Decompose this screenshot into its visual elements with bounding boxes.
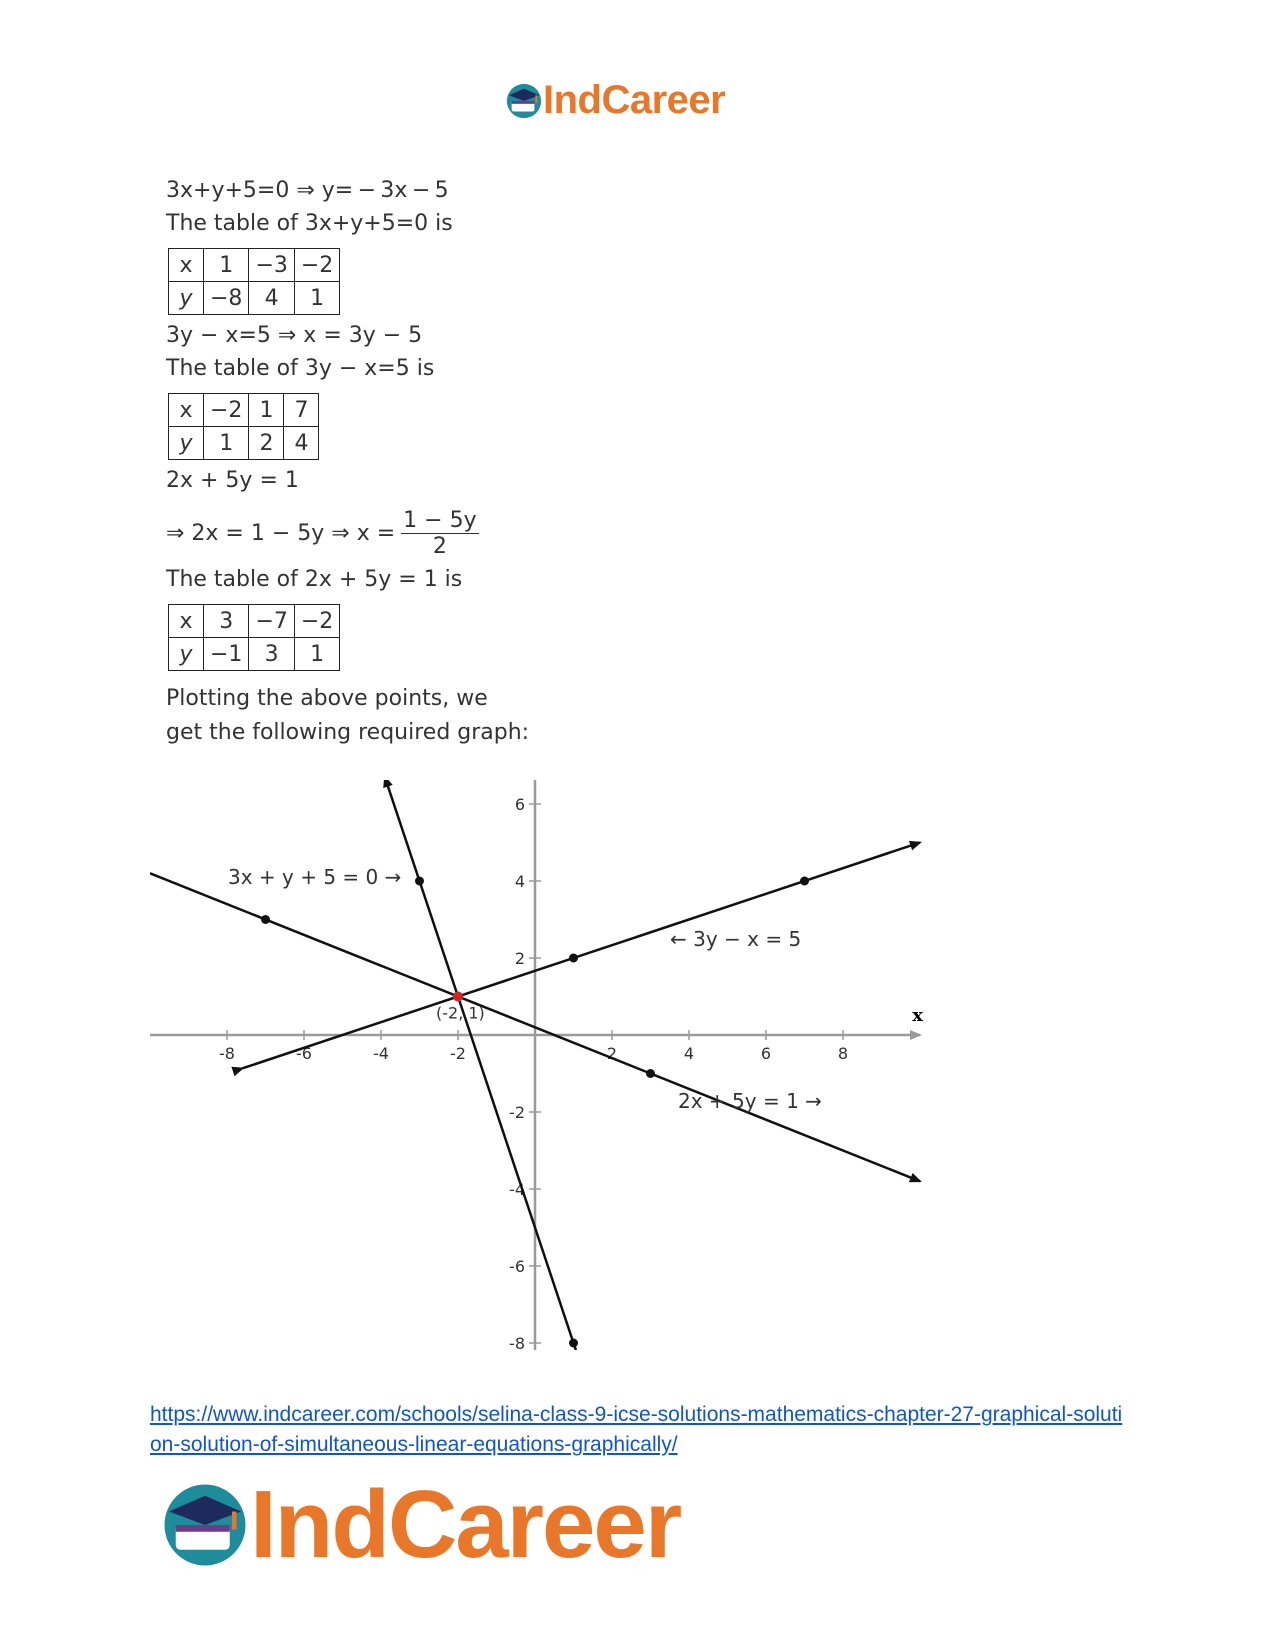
logo-wordmark: IndCareer [250, 1471, 681, 1578]
intersection-point [453, 992, 463, 1002]
plot-intro-line-2: get the following required graph: [166, 720, 530, 745]
data-point [261, 915, 270, 924]
table-cell: 7 [284, 394, 319, 427]
fraction-numerator: 1 − 5y [403, 508, 477, 533]
table-cell: 3 [204, 605, 249, 638]
graduation-book-icon [160, 1480, 250, 1570]
y-tick-label: -8 [509, 1334, 525, 1350]
data-point [800, 877, 809, 886]
value-table-2 [168, 393, 319, 460]
table-cell: x [169, 394, 204, 427]
table-cell: −7 [249, 605, 294, 638]
table-cell: x [169, 605, 204, 638]
table-cell: −1 [204, 638, 249, 671]
x-tick-label: -2 [450, 1044, 466, 1063]
table-2-title: The table of 3y − x=5 is [166, 356, 435, 381]
table-cell: x [169, 249, 204, 282]
series-label: 3x + y + 5 = 0 → [228, 865, 402, 889]
x-tick-label: -6 [296, 1044, 312, 1063]
x-axis-label: x [912, 1005, 924, 1026]
table-cell: 1 [294, 638, 339, 671]
logo-wordmark: IndCareer [543, 78, 726, 122]
x-tick-label: 4 [683, 1044, 695, 1063]
equation-1: 3x+y+5=0 ⇒ y= − 3x − 5 [166, 178, 449, 203]
table-cell: 1 [249, 394, 284, 427]
intersection-label: (-2, 1) [436, 1003, 485, 1023]
x-tick-label: 2 [606, 1044, 618, 1063]
x-tick-label: 8 [837, 1044, 849, 1063]
table-row [169, 605, 340, 638]
table-cell: −2 [294, 249, 339, 282]
series-label: ← 3y − x = 5 [670, 927, 802, 951]
table-cell: y [169, 638, 204, 671]
table-cell: −2 [204, 394, 249, 427]
table-row [169, 638, 340, 671]
equation-2: 3y − x=5 ⇒ x = 3y − 5 [166, 323, 423, 348]
series-label: 2x + 5y = 1 → [678, 1089, 822, 1113]
x-tick-label: 6 [760, 1044, 772, 1063]
y-tick-label: -4 [509, 1180, 525, 1199]
fraction [401, 508, 478, 560]
table-cell: 1 [204, 249, 249, 282]
equation-3: 2x + 5y = 1 [166, 468, 299, 493]
table-cell: 3 [249, 638, 294, 671]
y-tick-label: -2 [509, 1103, 525, 1122]
table-3-title: The table of 2x + 5y = 1 is [166, 567, 463, 592]
value-table-1 [168, 248, 340, 315]
table-cell: −8 [204, 282, 249, 315]
table-1-title: The table of 3x+y+5=0 is [166, 211, 453, 236]
table-cell: y [169, 427, 204, 460]
table-row [169, 282, 340, 315]
plot-intro-line-1: Plotting the above points, we [166, 686, 488, 711]
footer-logo [160, 1470, 680, 1580]
data-point [569, 954, 578, 963]
y-tick-label: 2 [514, 949, 525, 968]
table-cell: −3 [249, 249, 294, 282]
data-point [646, 1069, 655, 1078]
value-table-3 [168, 604, 340, 671]
x-tick-label: -4 [373, 1044, 389, 1063]
y-tick-label: 4 [514, 872, 525, 891]
x-tick-label: -8 [219, 1044, 235, 1063]
table-cell: 1 [294, 282, 339, 315]
y-tick-label: -6 [509, 1257, 525, 1276]
table-row [169, 394, 319, 427]
table-cell: y [169, 282, 204, 315]
table-cell: −2 [294, 605, 339, 638]
source-link[interactable]: https://www.indcareer.com/schools/selina-class-9-icse-solutions-mathematics-chapter-27-graphical-solution-solution-of-simultaneous-linear-equations-graphically/ [150, 1403, 1123, 1456]
data-point [415, 877, 424, 886]
data-point [569, 1339, 578, 1348]
equation-3-step [166, 508, 479, 560]
header-logo [505, 78, 725, 123]
equation-3-step-text: ⇒ 2x = 1 − 5y ⇒ x = [166, 521, 396, 547]
y-tick-label: 6 [514, 795, 525, 814]
table-cell: 1 [204, 427, 249, 460]
table-cell: 4 [284, 427, 319, 460]
table-row [169, 427, 319, 460]
line-3x-y-5 [385, 780, 595, 1350]
table-row [169, 249, 340, 282]
table-cell: 4 [249, 282, 294, 315]
graduation-book-icon [505, 82, 543, 120]
fraction-denominator: 2 [432, 534, 447, 560]
table-cell: 2 [249, 427, 284, 460]
equations-graph [150, 780, 940, 1350]
